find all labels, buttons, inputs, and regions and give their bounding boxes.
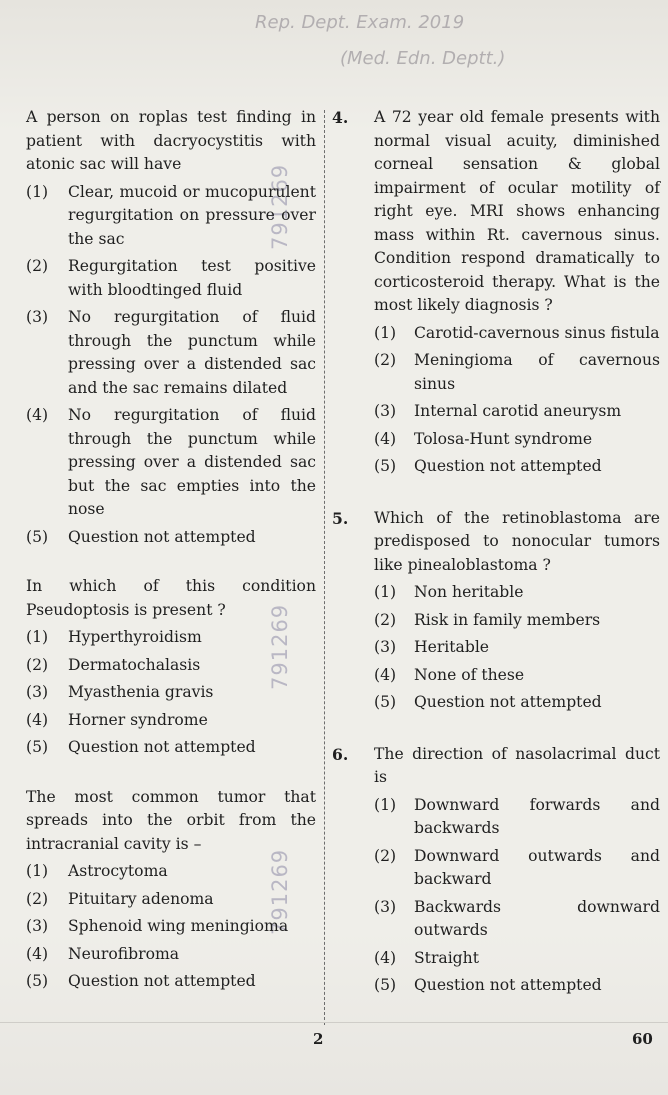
question-block <box>0 575 316 760</box>
option-text: Question not attempted <box>68 972 256 990</box>
option-number: (5) <box>26 738 49 756</box>
answer-option <box>0 404 316 522</box>
answer-option <box>330 581 660 605</box>
question-text: Which of the retinoblastoma are predisposed to nonocular tumors like pinealoblastoma ? <box>374 508 660 574</box>
question-block <box>0 786 316 994</box>
option-text: Straight <box>414 948 479 967</box>
answer-option <box>0 943 316 967</box>
question-number: 6. <box>332 744 349 764</box>
answer-option <box>330 609 660 633</box>
answer-option <box>330 349 660 396</box>
option-text: Non heritable <box>414 583 524 601</box>
option-text: Dermatochalasis <box>68 655 201 674</box>
option-number: (3) <box>26 917 49 935</box>
option-text: None of these <box>414 665 525 684</box>
question-text: In which of this condition Pseudoptosis is present ? <box>26 577 316 619</box>
answer-option <box>0 681 316 705</box>
question-text: The direction of nasolacrimal duct is <box>374 744 660 786</box>
question-block <box>0 106 316 549</box>
option-number: (1) <box>374 583 397 601</box>
option-number: (1) <box>26 182 49 201</box>
question-text: A person on roplas test finding in patient with dacryocystitis with atonic sac will have <box>26 108 316 173</box>
option-text: Question not attempted <box>68 738 256 756</box>
left-column <box>0 106 316 994</box>
question-block <box>330 507 660 715</box>
page-number: 2 <box>313 1030 324 1048</box>
right-column <box>330 106 660 998</box>
answer-option <box>0 970 316 994</box>
option-text: Backwards downward outwards <box>414 897 660 939</box>
option-text: Hyperthyroidism <box>68 628 202 646</box>
question-block <box>330 106 660 479</box>
option-text: Neurofibroma <box>68 944 180 963</box>
booklet-code: 60 <box>632 1030 653 1048</box>
answer-option <box>330 322 660 346</box>
option-number: (4) <box>374 665 397 684</box>
handwritten-note-line1: Rep. Dept. Exam. 2019 <box>255 12 465 33</box>
answer-option <box>330 400 660 424</box>
option-text: Clear, mucoid or mucopurulent regurgitation on pressure over the sac <box>68 182 316 248</box>
option-text: Horner syndrome <box>68 710 208 729</box>
option-text: Downward forwards and backwards <box>414 795 660 837</box>
option-text: Question not attempted <box>414 457 602 475</box>
option-number: (5) <box>26 527 49 546</box>
option-number: (2) <box>374 351 397 369</box>
answer-option <box>0 626 316 650</box>
answer-option <box>330 845 660 892</box>
option-number: (3) <box>26 308 49 326</box>
option-text: Question not attempted <box>414 693 602 711</box>
option-number: (3) <box>374 897 397 916</box>
answer-option <box>0 709 316 733</box>
option-number: (1) <box>26 862 49 880</box>
option-number: (5) <box>26 972 49 990</box>
question-text: A 72 year old female presents with normal visual acuity, diminished corneal sensation & global impairment of ocular motility of right eye. MRI shows enhancing mass within Rt. cavernous sinus. Condition respond dramatically to corticosteroid therapy. What is the most likely diagnosis ? <box>374 108 660 314</box>
answer-option <box>0 736 316 760</box>
option-text: Carotid-cavernous sinus fistula <box>414 323 660 342</box>
option-number: (2) <box>374 846 397 865</box>
option-text: Heritable <box>414 638 490 656</box>
option-number: (1) <box>26 628 49 646</box>
option-number: (5) <box>374 976 397 994</box>
answer-option <box>0 255 316 302</box>
answer-option <box>330 896 660 943</box>
option-text: No regurgitation of fluid through the punctum while pressing over a distended sac and the sac remains dilated <box>68 308 316 397</box>
watermark-code: 791269 <box>268 163 292 250</box>
option-text: Myasthenia gravis <box>68 683 214 701</box>
answer-option <box>330 947 660 971</box>
option-text: No regurgitation of fluid through the punctum while pressing over a distended sac but the sac empties into the nose <box>68 406 316 518</box>
option-number: (5) <box>374 457 397 475</box>
option-number: (3) <box>374 402 397 420</box>
answer-option <box>330 974 660 998</box>
answer-option <box>330 664 660 688</box>
column-divider <box>324 110 325 1025</box>
option-number: (1) <box>374 323 397 342</box>
answer-option <box>330 794 660 841</box>
option-text: Internal carotid aneurysm <box>414 402 622 420</box>
option-number: (5) <box>374 693 397 711</box>
answer-option <box>0 888 316 912</box>
option-text: Meningioma of cavernous sinus <box>414 351 660 393</box>
question-block <box>330 743 660 998</box>
option-number: (4) <box>26 944 49 963</box>
option-number: (4) <box>26 406 49 424</box>
option-text: Downward outwards and backward <box>414 846 660 888</box>
option-number: (4) <box>374 429 397 448</box>
answer-option <box>0 654 316 678</box>
answer-option <box>0 181 316 252</box>
footer-rule <box>0 1022 668 1023</box>
option-number: (2) <box>26 257 49 275</box>
answer-option <box>330 428 660 452</box>
question-text: The most common tumor that spreads into the orbit from the intracranial cavity is – <box>26 787 316 853</box>
option-number: (2) <box>26 655 49 674</box>
option-text: Sphenoid wing meningioma <box>68 917 289 935</box>
watermark-code: 791269 <box>268 603 292 690</box>
option-number: (1) <box>374 795 397 814</box>
option-number: (4) <box>26 710 49 729</box>
answer-option <box>0 860 316 884</box>
option-text: Pituitary adenoma <box>68 889 214 908</box>
answer-option <box>330 636 660 660</box>
answer-option <box>0 306 316 400</box>
option-text: Question not attempted <box>414 976 602 994</box>
option-number: (2) <box>26 889 49 908</box>
option-number: (3) <box>26 683 49 701</box>
answer-option <box>0 915 316 939</box>
answer-option <box>330 691 660 715</box>
question-number: 4. <box>332 108 349 127</box>
handwritten-note-line2: (Med. Edn. Deptt.) <box>340 48 506 69</box>
option-text: Astrocytoma <box>68 862 168 880</box>
option-text: Question not attempted <box>68 527 256 546</box>
answer-option <box>0 526 316 550</box>
option-text: Tolosa-Hunt syndrome <box>414 429 593 448</box>
option-number: (2) <box>374 610 397 629</box>
question-number: 5. <box>332 508 349 528</box>
option-number: (4) <box>374 948 397 967</box>
answer-option <box>330 455 660 479</box>
option-text: Risk in family members <box>414 610 601 629</box>
watermark-code: 791269 <box>268 848 292 935</box>
option-number: (3) <box>374 638 397 656</box>
option-text: Regurgitation test positive with bloodtinged fluid <box>68 257 316 299</box>
